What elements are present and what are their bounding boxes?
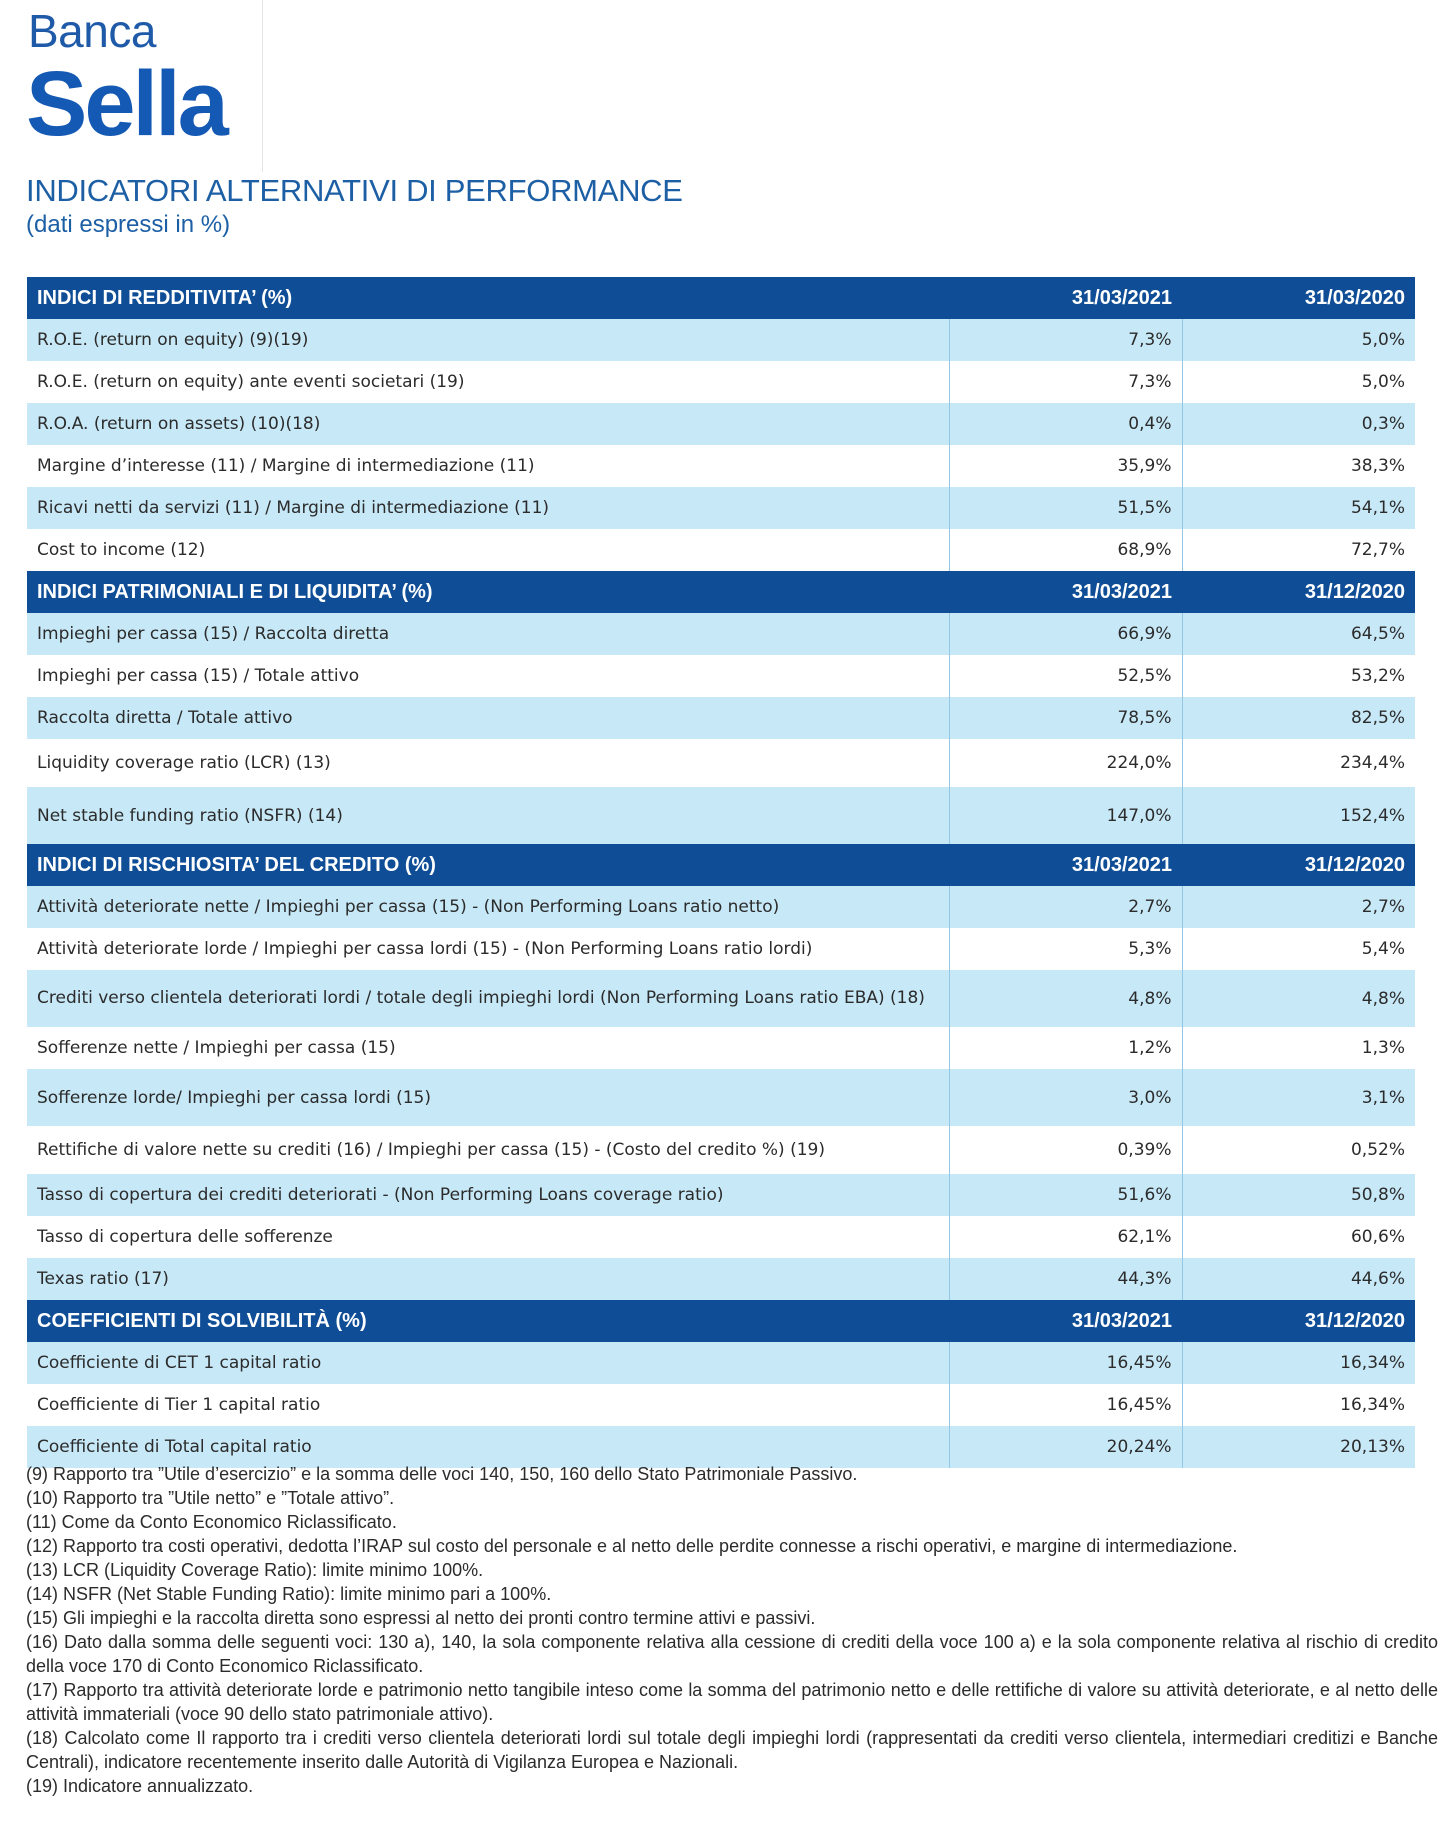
column-header-date: 31/03/2021 <box>949 277 1182 319</box>
row-value: 2,7% <box>949 886 1182 928</box>
row-value: 0,39% <box>949 1126 1182 1174</box>
row-label: Net stable funding ratio (NSFR) (14) <box>27 787 949 844</box>
table-row <box>27 529 1415 571</box>
column-header-date: 31/03/2020 <box>1182 277 1415 319</box>
table-row <box>27 1342 1415 1384</box>
row-label: R.O.E. (return on equity) ante eventi societari (19) <box>27 361 949 403</box>
row-label: Sofferenze lorde/ Impieghi per cassa lordi (15) <box>27 1069 949 1126</box>
footnote: (14) NSFR (Net Stable Funding Ratio): limite minimo pari a 100%. <box>26 1584 552 1604</box>
table-row <box>27 445 1415 487</box>
table-row <box>27 655 1415 697</box>
table-row <box>27 361 1415 403</box>
table-row <box>27 1069 1415 1126</box>
table-row <box>27 886 1415 928</box>
table-row <box>27 1258 1415 1300</box>
row-value: 5,4% <box>1182 928 1415 970</box>
row-value: 16,45% <box>949 1384 1182 1426</box>
section-header-rischiosita <box>27 844 1415 886</box>
row-value: 16,34% <box>1182 1342 1415 1384</box>
row-label: Attività deteriorate nette / Impieghi per cassa (15) - (Non Performing Loans ratio netto) <box>27 886 949 928</box>
row-label: Sofferenze nette / Impieghi per cassa (15) <box>27 1027 949 1069</box>
row-value: 2,7% <box>1182 886 1415 928</box>
table-row <box>27 1174 1415 1216</box>
table-row <box>27 928 1415 970</box>
row-label: R.O.E. (return on equity) (9)(19) <box>27 319 949 361</box>
row-value: 44,6% <box>1182 1258 1415 1300</box>
footnote: (19) Indicatore annualizzato. <box>26 1776 254 1796</box>
column-header-date: 31/12/2020 <box>1182 1300 1415 1342</box>
column-header-date: 31/03/2021 <box>949 1300 1182 1342</box>
row-value: 5,0% <box>1182 361 1415 403</box>
row-label: Margine d’interesse (11) / Margine di intermediazione (11) <box>27 445 949 487</box>
row-value: 0,52% <box>1182 1126 1415 1174</box>
row-value: 147,0% <box>949 787 1182 844</box>
logo-text-sella: Sella <box>26 53 226 155</box>
footnote: (11) Come da Conto Economico Riclassificato. <box>26 1512 397 1532</box>
row-label: Raccolta diretta / Totale attivo <box>27 697 949 739</box>
row-label: Attività deteriorate lorde / Impieghi per cassa lordi (15) - (Non Performing Loans ratio lordi) <box>27 928 949 970</box>
row-label: Rettifiche di valore nette su crediti (16) / Impieghi per cassa (15) - (Costo del credito %) (19) <box>27 1126 949 1174</box>
table-row <box>27 697 1415 739</box>
table-row <box>27 1384 1415 1426</box>
row-value: 4,8% <box>949 970 1182 1027</box>
footnote: (9) Rapporto tra ”Utile d’esercizio” e la somma delle voci 140, 150, 160 dello Stato Patrimoniale Passivo. <box>26 1464 858 1484</box>
row-value: 152,4% <box>1182 787 1415 844</box>
row-value: 72,7% <box>1182 529 1415 571</box>
table-row <box>27 787 1415 844</box>
table-row <box>27 1216 1415 1258</box>
table-row <box>27 1126 1415 1174</box>
column-header-date: 31/12/2020 <box>1182 844 1415 886</box>
row-value: 0,3% <box>1182 403 1415 445</box>
row-value: 3,1% <box>1182 1069 1415 1126</box>
table-row <box>27 1027 1415 1069</box>
column-header-date: 31/03/2021 <box>949 844 1182 886</box>
row-label: Ricavi netti da servizi (11) / Margine di intermediazione (11) <box>27 487 949 529</box>
row-value: 3,0% <box>949 1069 1182 1126</box>
row-value: 64,5% <box>1182 613 1415 655</box>
footnote: (12) Rapporto tra costi operativi, dedotta l’IRAP sul costo del personale e al netto delle perdite connesse a rischi operativi, e margine di intermediazione. <box>26 1536 1238 1556</box>
page-subtitle: (dati espressi in %) <box>26 211 231 238</box>
page-title: INDICATORI ALTERNATIVI DI PERFORMANCE <box>26 173 683 208</box>
row-value: 16,45% <box>949 1342 1182 1384</box>
table-row <box>27 487 1415 529</box>
section-title: COEFFICIENTI DI SOLVIBILITÀ (%) <box>27 1300 949 1342</box>
row-value: 35,9% <box>949 445 1182 487</box>
row-label: Cost to income (12) <box>27 529 949 571</box>
row-value: 16,34% <box>1182 1384 1415 1426</box>
row-label: Tasso di copertura delle sofferenze <box>27 1216 949 1258</box>
footnote: (18) Calcolato come Il rapporto tra i crediti verso clientela deteriorati lordi sul totale degli impieghi lordi (rappresentati da crediti verso clientela, intermediari creditizi e Banche Centrali), indicatore recentemente inserito dalle Autorità di Vigilanza Europea e Nazionali. <box>26 1728 1438 1772</box>
table-row <box>27 319 1415 361</box>
row-value: 51,6% <box>949 1174 1182 1216</box>
performance-indicators-table <box>27 277 1415 1468</box>
row-value: 1,2% <box>949 1027 1182 1069</box>
row-value: 54,1% <box>1182 487 1415 529</box>
column-header-date: 31/12/2020 <box>1182 571 1415 613</box>
footnote: (13) LCR (Liquidity Coverage Ratio): limite minimo 100%. <box>26 1560 484 1580</box>
row-value: 50,8% <box>1182 1174 1415 1216</box>
row-label: Impieghi per cassa (15) / Totale attivo <box>27 655 949 697</box>
row-value: 52,5% <box>949 655 1182 697</box>
table-row <box>27 613 1415 655</box>
row-label: Liquidity coverage ratio (LCR) (13) <box>27 739 949 787</box>
bank-logo <box>26 0 263 172</box>
section-header-redditivita <box>27 277 1415 319</box>
logo-text-banca: Banca <box>28 5 156 57</box>
row-label: Coefficiente di CET 1 capital ratio <box>27 1342 949 1384</box>
section-header-solvibilita <box>27 1300 1415 1342</box>
row-label: Coefficiente di Total capital ratio <box>27 1426 949 1468</box>
row-value: 60,6% <box>1182 1216 1415 1258</box>
row-value: 51,5% <box>949 487 1182 529</box>
row-value: 234,4% <box>1182 739 1415 787</box>
row-value: 0,4% <box>949 403 1182 445</box>
row-value: 224,0% <box>949 739 1182 787</box>
section-title: INDICI DI REDDITIVITA’ (%) <box>27 277 949 319</box>
table-row <box>27 739 1415 787</box>
row-label: Texas ratio (17) <box>27 1258 949 1300</box>
footnote: (15) Gli impieghi e la raccolta diretta sono espressi al netto dei pronti contro termine attivi e passivi. <box>26 1608 816 1628</box>
row-value: 5,3% <box>949 928 1182 970</box>
row-value: 66,9% <box>949 613 1182 655</box>
row-label: Tasso di copertura dei crediti deteriorati - (Non Performing Loans coverage ratio) <box>27 1174 949 1216</box>
row-label: Impieghi per cassa (15) / Raccolta diretta <box>27 613 949 655</box>
row-value: 62,1% <box>949 1216 1182 1258</box>
section-title: INDICI DI RISCHIOSITA’ DEL CREDITO (%) <box>27 844 949 886</box>
column-header-date: 31/03/2021 <box>949 571 1182 613</box>
section-header-patrimoniali <box>27 571 1415 613</box>
row-value: 38,3% <box>1182 445 1415 487</box>
row-label: Crediti verso clientela deteriorati lordi / totale degli impieghi lordi (Non Performing Loans ratio EBA) (18) <box>27 970 949 1027</box>
row-value: 1,3% <box>1182 1027 1415 1069</box>
row-value: 20,24% <box>949 1426 1182 1468</box>
table-row <box>27 403 1415 445</box>
footnotes <box>26 1462 1438 1798</box>
row-value: 82,5% <box>1182 697 1415 739</box>
footnote: (16) Dato dalla somma delle seguenti voci: 130 a), 140, la sola componente relativa alla cessione di crediti della voce 100 a) e la sola componente relativa al rischio di credito della voce 170 di Conto Economico Riclassificato. <box>26 1632 1438 1676</box>
footnote: (17) Rapporto tra attività deteriorate lorde e patrimonio netto tangibile inteso come la somma del patrimonio netto e delle rettifiche di valore su attività deteriorate, e al netto delle attività immateriali (voce 90 dello stato patrimoniale attivo). <box>26 1680 1438 1724</box>
row-label: R.O.A. (return on assets) (10)(18) <box>27 403 949 445</box>
row-value: 4,8% <box>1182 970 1415 1027</box>
row-value: 20,13% <box>1182 1426 1415 1468</box>
row-value: 44,3% <box>949 1258 1182 1300</box>
table-row <box>27 970 1415 1027</box>
row-value: 7,3% <box>949 319 1182 361</box>
row-value: 78,5% <box>949 697 1182 739</box>
footnote: (10) Rapporto tra ”Utile netto” e ”Totale attivo”. <box>26 1488 395 1508</box>
row-value: 5,0% <box>1182 319 1415 361</box>
row-value: 68,9% <box>949 529 1182 571</box>
section-title: INDICI PATRIMONIALI E DI LIQUIDITA’ (%) <box>27 571 949 613</box>
row-value: 53,2% <box>1182 655 1415 697</box>
row-value: 7,3% <box>949 361 1182 403</box>
row-label: Coefficiente di Tier 1 capital ratio <box>27 1384 949 1426</box>
